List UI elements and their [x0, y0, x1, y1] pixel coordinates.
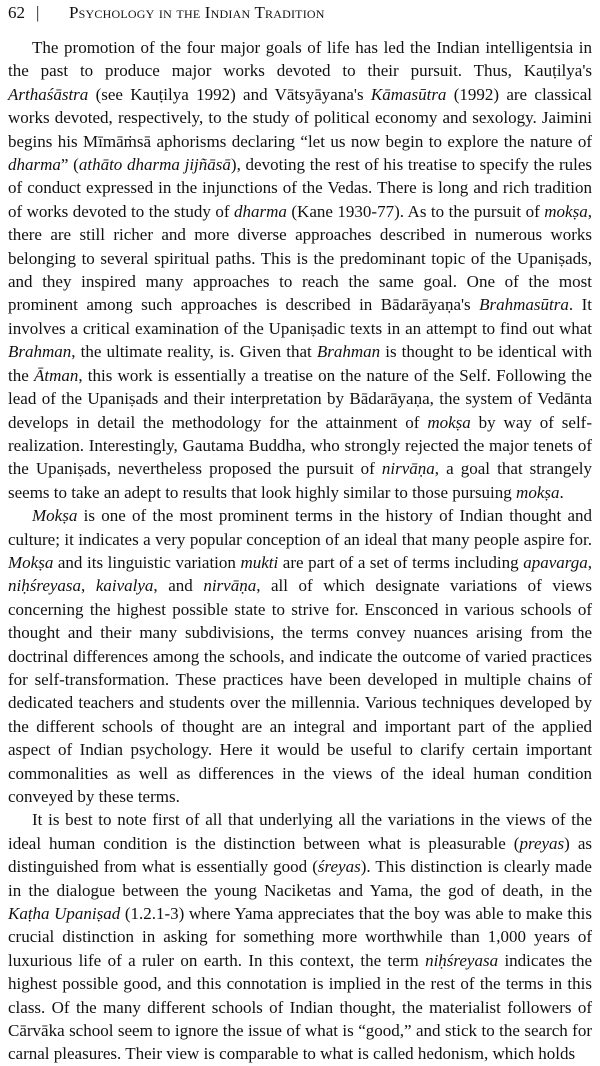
page-header [8, 2, 594, 26]
italic-term: nirvāṇa [381, 459, 435, 479]
text-run: , and [153, 576, 204, 596]
text-run: by way of self-realization. Interestingly, Gautama Buddha, who strongly rejected the major tenets of the Upaniṣads, nevertheless proposed the pursuit of [8, 412, 592, 479]
running-title: Psychology in the Indian Tradition [69, 3, 325, 22]
page-number: 62 [8, 3, 25, 22]
italic-term: dharma [8, 155, 61, 175]
paragraph [8, 36, 592, 504]
italic-term: Brahman [8, 342, 72, 362]
italic-term: kaivalya [95, 576, 154, 596]
italic-term: mokṣa [427, 412, 471, 432]
italic-term: mukti [240, 552, 279, 572]
text-run: , all of which designate variations of views concerning the highest possible state to strive for. Ensconced in various schools of thought and their many subdivisions, the terms convey nuances arising from the doctrinal differences among the schools, and indicate the outcome of varied practices for self-transformation. These practices have been developed in multiple chains of dedicated teachers and students over the millennia. Various techniques developed by the different schools of thought are an integral and important part of the applied aspect of Indian psychology. Here it would be useful to clarify certain important commonalities as well as differences in the views of the ideal human condition conveyed by these terms. [8, 576, 593, 806]
text-run: are part of a set of terms including [278, 552, 524, 572]
italic-term: Ātman [33, 365, 79, 385]
text-run: , there are still richer and more diverse approaches described in numerous works belonging to several spiritual paths. This is the predominant topic of the Upaniṣads, and they inspired many approaches to reach the same goal. One of the most prominent among such approaches is described in Bādarāyaṇa's [8, 201, 592, 315]
italic-term: Mokṣa [32, 506, 78, 526]
italic-term: nirvāṇa [203, 576, 257, 596]
italic-term: Mokṣa [8, 552, 54, 572]
italic-term: mokṣa [516, 482, 560, 502]
text-run: ). This distinction is clearly made in the dialogue between the young Naciketas and Yama, the god of death, in the [8, 857, 592, 900]
italic-term: Kāmasūtra [370, 84, 447, 104]
text-run: (see Kauṭilya 1992) and Vātsyāyana's [88, 84, 371, 104]
text-run: (1.2.1-3) where Yama appreciates that the boy was able to make this crucial distinction in asking for something more worthwhile than 1,000 years of luxurious life of a ruler on earth. In this context, the term [8, 904, 592, 970]
text-run: (Kane 1930-77). As to the pursuit of [286, 201, 545, 221]
text-run: , the ultimate reality, is. Given that [71, 342, 317, 362]
text-run: ), devoting the rest of his treatise to specify the rules of conduct expressed in the injunctions of the Vedas. There is long and rich tradition of works devoted to the study of [8, 155, 592, 221]
text-run: The promotion of the four major goals of life has led the Indian intelligentsia in the past to produce major works devoted to their pursuit. Thus, Kauṭilya's [8, 38, 592, 81]
italic-term: niḥśreyasa [425, 950, 499, 970]
italic-term: Kaṭha Upaniṣad [8, 904, 121, 924]
page-body [8, 36, 592, 1066]
italic-term: śreyas [317, 857, 361, 877]
text-run: , a goal that strangely seems to take an adept to results that look highly similar to those pursuing [8, 459, 592, 502]
text-run: It is best to note first of all that underlying all the variations in the views of the ideal human condition is the distinction between what is pleasurable ( [8, 810, 592, 853]
italic-term: Brahman [316, 342, 381, 362]
text-run: , [587, 552, 592, 572]
text-run: . It involves a critical examination of the Upaniṣadic texts in an attempt to find out what [8, 295, 592, 338]
text-run: and its linguistic variation [53, 552, 241, 572]
italic-term: Brahmasūtra [479, 295, 569, 315]
italic-term: niḥśreyasa [8, 576, 82, 596]
text-run: (1992) are classical works devoted, respectively, to the study of political economy and sexology. Jaimini begins his Mīmāṁsā aphorisms declaring “let us now begin to explore the nature of [8, 84, 592, 151]
italic-term: mokṣa [544, 201, 588, 221]
italic-term: apavarga [523, 552, 588, 572]
text-run: . [559, 482, 564, 502]
text-run: indicates the highest possible good, and this connotation is implied in the rest of the terms in this class. Of the many different schools of Indian thought, the materialist followers of Cārvāka school seem to ignore the issue of what is “good,” and stick to the search for carnal pleasures. Their view is comparable to what is called hedonism, which holds [8, 950, 592, 1064]
text-run: , this work is essentially a treatise on the nature of the Self. Following the lead of the Upaniṣads and their interpretation by Bādarāyaṇa, the system of Vedānta develops in detail the methodology for the attainment of [8, 365, 592, 432]
italic-term: athāto dharma jijñāsā [78, 155, 231, 175]
text-run: ” ( [60, 155, 79, 175]
italic-term: dharma [233, 201, 287, 221]
header-separator: | [36, 3, 40, 22]
italic-term: Arthaśāstra [8, 84, 89, 104]
text-run: is thought to be identical with the [8, 342, 593, 385]
text-run: is one of the most prominent terms in the history of Indian thought and culture; it indicates a very popular conception of an ideal that many people aspire for. [8, 506, 592, 549]
italic-term: preyas [519, 833, 565, 853]
paragraph [8, 504, 592, 808]
text-run: ) as distinguished from what is essentially good ( [8, 833, 592, 877]
paragraph [8, 808, 592, 1065]
text-run: , [81, 576, 96, 596]
